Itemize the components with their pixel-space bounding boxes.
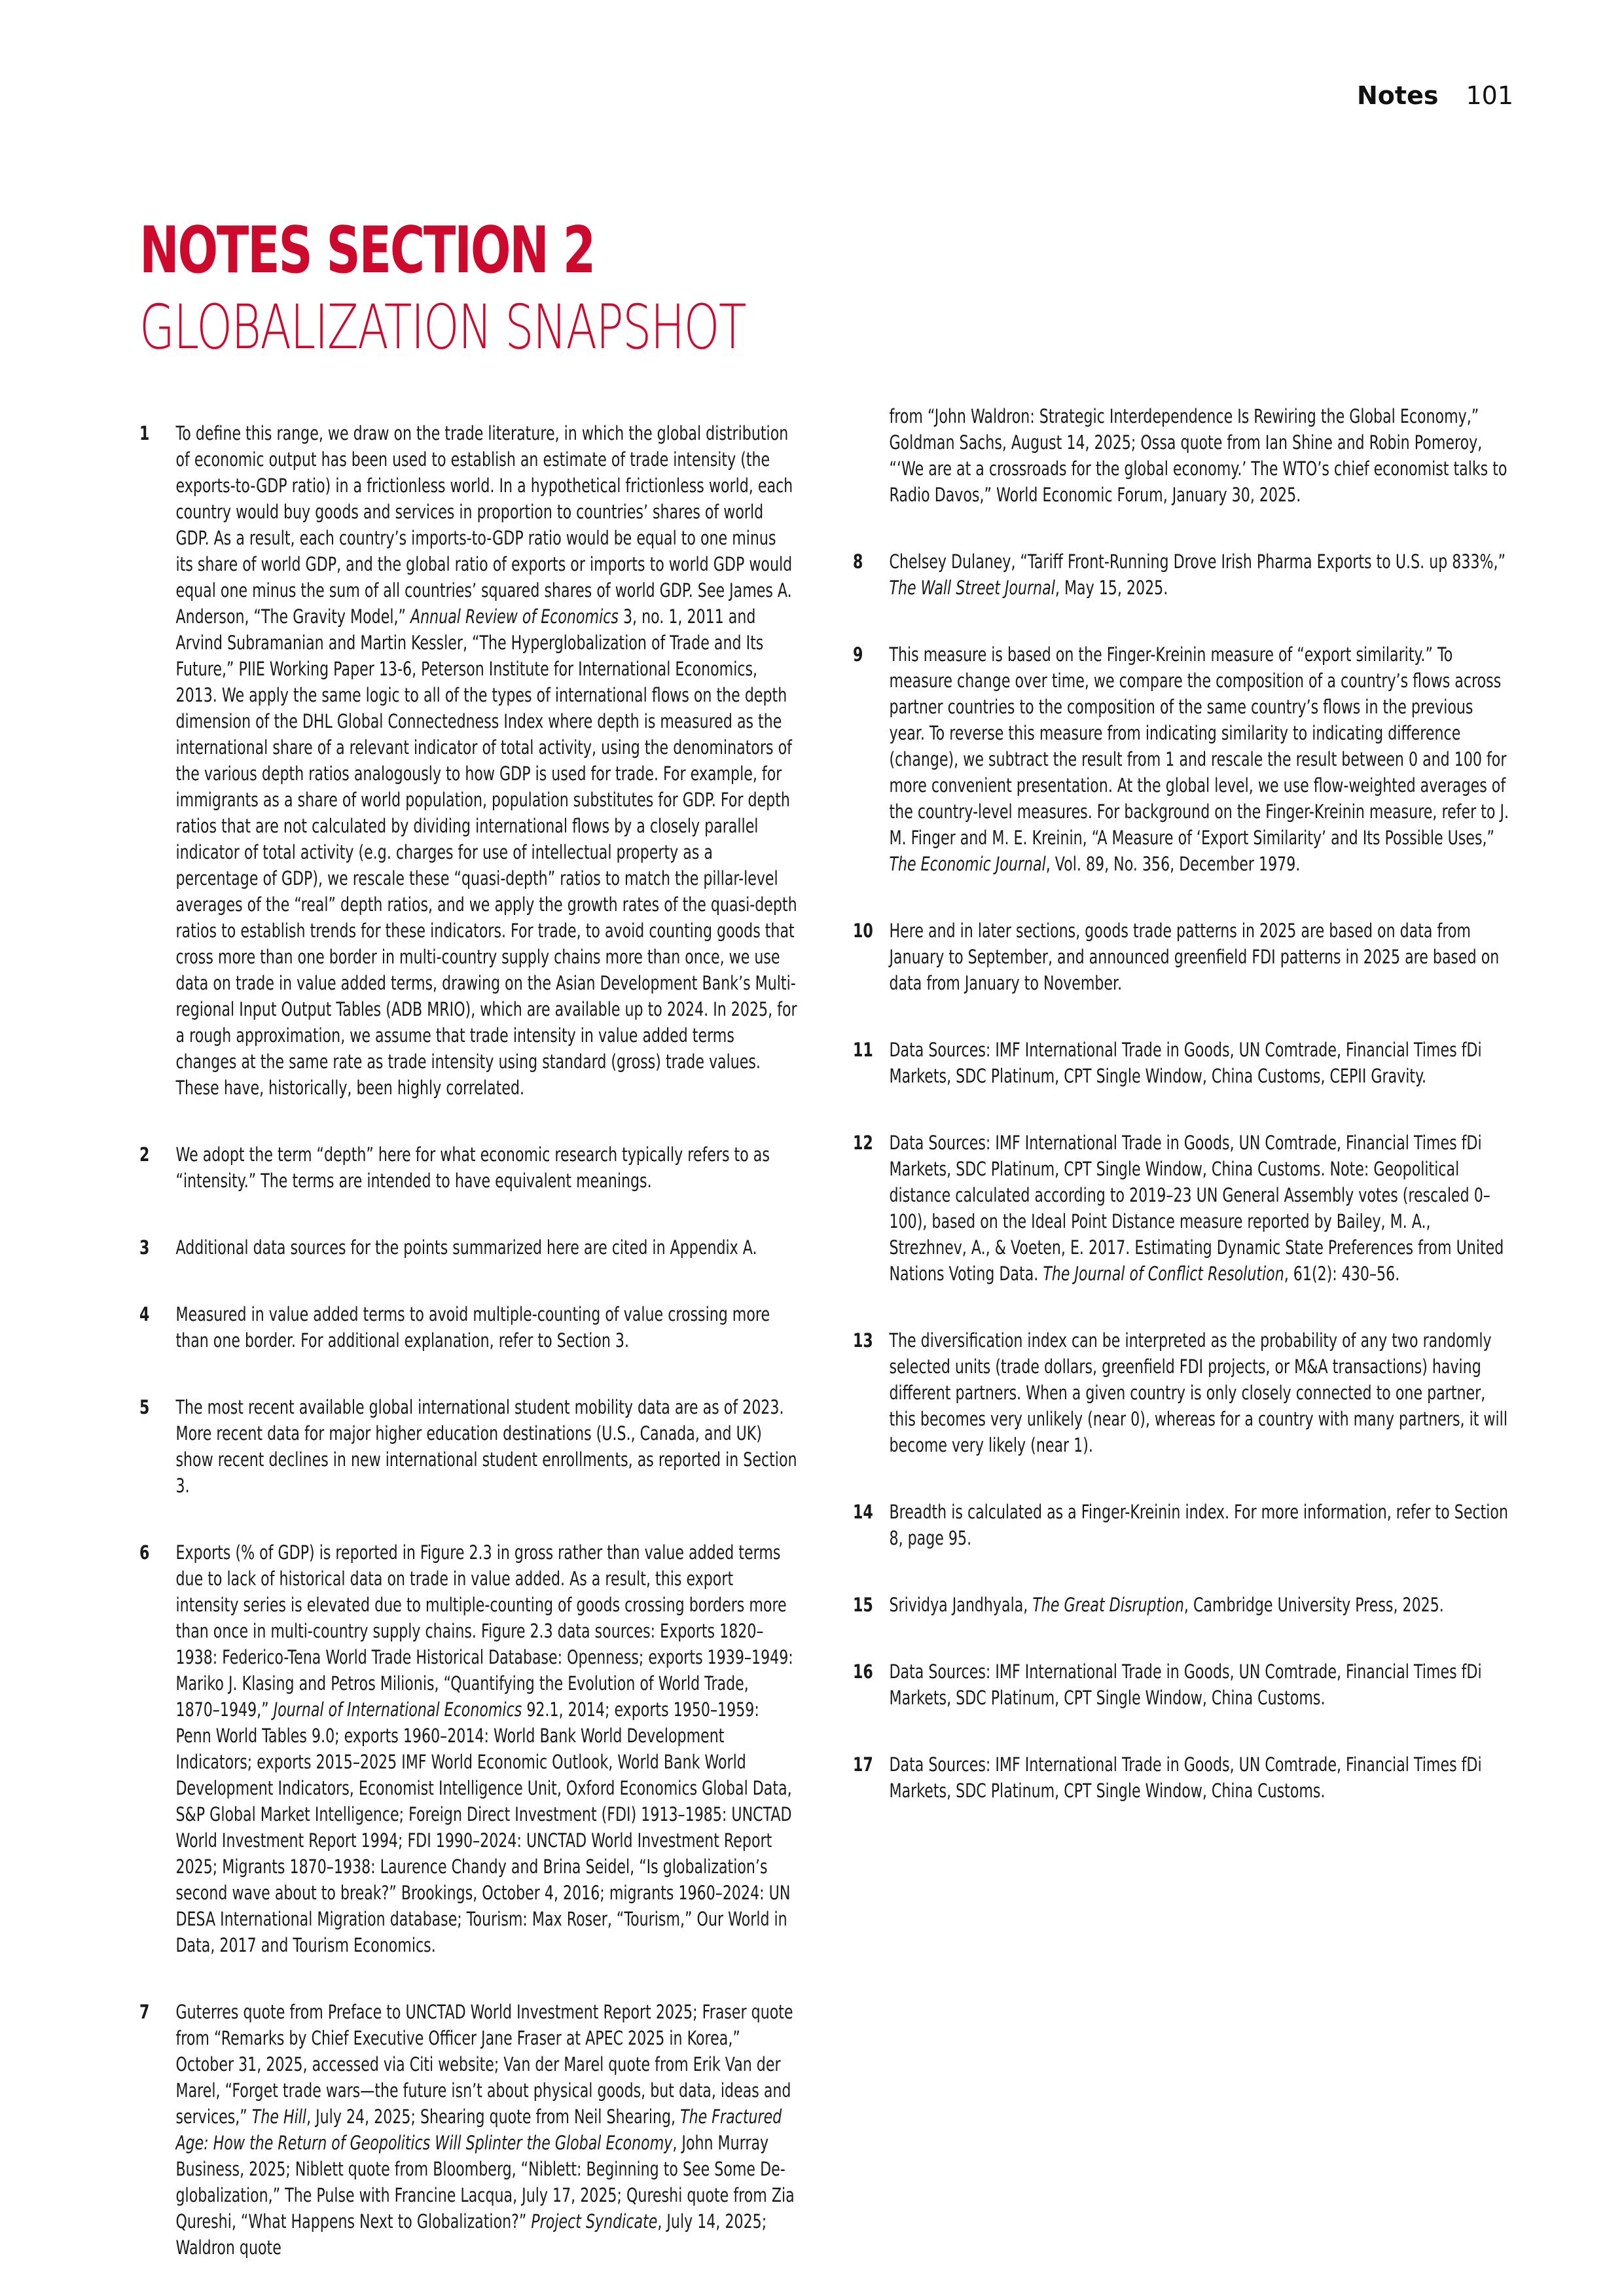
note-number xyxy=(853,403,890,508)
page-subtitle: GLOBALIZATION SNAPSHOT xyxy=(139,292,746,363)
note-number: 1 xyxy=(139,422,150,444)
note-number: 15 xyxy=(853,1594,873,1616)
note-item xyxy=(853,1499,1511,1551)
note-item xyxy=(853,1327,1511,1458)
note-number: 10 xyxy=(853,920,873,942)
page-title: NOTES SECTION 2 xyxy=(139,213,595,288)
note-item xyxy=(853,1659,1511,1711)
note-item xyxy=(139,420,797,1101)
note-text: Data Sources: IMF International Trade in Goods, UN Comtrade, Financial Times fDi Markets, SDC Platinum, CPT Single Window, China Customs. Note: Geopolitical distance calculated according to 2019–23 UN General Assembly votes (rescaled 0–100), based on the Ideal Point Distance measure reported by Bailey, M. A., Strezhnev, A., & Voeten, E. 2017. Estimating Dynamic State Preferences from United Nations Voting Data. The Journal of Conflict Resolution, 61(2): 430–56. xyxy=(889,1132,1504,1285)
note-number: 5 xyxy=(139,1396,150,1418)
note-text: Data Sources: IMF International Trade in Goods, UN Comtrade, Financial Times fDi Markets, SDC Platinum, CPT Single Window, China Customs. xyxy=(889,1753,1482,1802)
note-number: 3 xyxy=(139,1236,150,1259)
note-item xyxy=(853,1592,1511,1618)
note-item xyxy=(139,1999,797,2261)
note-text: Here and in later sections, goods trade patterns in 2025 are based on data from January to September, and announced greenfield FDI patterns in 2025 are based on data from January to November. xyxy=(889,920,1500,994)
note-text: Exports (% of GDP) is reported in Figure 2.3 in gross rather than value added terms due to lack of historical data on trade in value added. As a result, this export intensity series is elevated due to multiple-counting of goods crossing borders more than once in multi-country supply chains. Figure 2.3 data sources: Exports 1820–1938: Federico-Tena World Trade Historical Database: Openness; exports 1939–1949: Mariko J. Klasing and Petros Milionis, “Quantifying the Evolution of World Trade, 1870–1949,” Journal of International Economics 92.1, 2014; exports 1950–1959: Penn World Tables 9.0; exports 1960–2014: World Bank World Development Indicators; exports 2015–2025 IMF World Economic Outlook, World Bank World Development Indicators, Economist Intelligence Unit, Oxford Economics Global Data, S&P Global Market Intelligence; Foreign Direct Investment (FDI) 1913–1985: UNCTAD World Investment Report 1994; FDI 1990–2024: UNCTAD World Investment Report 2025; Migrants 1870–1938: Laurence Chandy and Brina Seidel, “Is globalization’s second wave about to break?” Brookings, October 4, 2016; migrants 1960–2024: UN DESA International Migration database; Tourism: Max Roser, “Tourism,” Our World in Data, 2017 and Tourism Economics. xyxy=(175,1541,793,1956)
running-header xyxy=(1357,81,1513,110)
note-item xyxy=(139,1539,797,1958)
note-text: To define this range, we draw on the trade literature, in which the global distribution of economic output has been used to establish an estimate of trade intensity (the exports-to-GDP ratio) in a frictionless world. In a hypothetical frictionless world, each country would buy goods and services in proportion to countries’ shares of world GDP. As a result, each country’s imports-to-GDP ratio would be equal to one minus its share of world GDP, and the global ratio of exports or imports to world GDP would equal one minus the sum of all countries’ squared shares of world GDP. See James A. Anderson, “The Gravity Model,” Annual Review of Economics 3, no. 1, 2011 and Arvind Subramanian and Martin Kessler, “The Hyperglobalization of Trade and Its Future,” PIIE Working Paper 13-6, Peterson Institute for International Economics, 2013. We apply the same logic to all of the types of international flows on the depth dimension of the DHL Global Connectedness Index where depth is measured as the international share of a relevant indicator of total activity, using the denominators of the various depth ratios analogously to how GDP is used for trade. For example, for immigrants as a share of world population, population substitutes for GDP. For depth ratios that are not calculated by dividing international flows by a closely parallel indicator of total activity (e.g. charges for use of intellectual property as a percentage of GDP), we rescale these “quasi-depth” ratios to match the pillar-level averages of the “real” depth ratios, and we apply the growth rates of the quasi-depth ratios to establish trends for these indicators. For trade, to avoid counting goods that cross more than one border in multi-country supply chains more than once, we use data on trade in value added terms, drawing on the Asian Development Bank’s Multi-regional Input Output Tables (ADB MRIO), which are available up to 2024. In 2025, for a rough approximation, we assume that trade intensity in value added terms changes at the same rate as trade intensity using standard (gross) trade values. These have, historically, been highly correlated. xyxy=(175,422,797,1099)
note-item xyxy=(139,1141,797,1194)
notes-column-right xyxy=(853,403,1511,1844)
note-number: 4 xyxy=(139,1303,150,1325)
note-text: Breadth is calculated as a Finger-Kreinin index. For more information, refer to Section 8, page 95. xyxy=(889,1501,1508,1549)
page-number: 101 xyxy=(1466,81,1513,110)
note-number: 13 xyxy=(853,1329,873,1352)
note-text: This measure is based on the Finger-Kreinin measure of “export similarity.” To measure change over time, we compare the composition of a country’s flows across partner countries to the composition of the same country’s flows in the previous year. To reverse this measure from indicating similarity to indicating difference (change), we subtract the result from 1 and rescale the result between 0 and 100 for more convenient presentation. At the global level, we use flow-weighted averages of the country-level measures. For background on the Finger-Kreinin measure, refer to J. M. Finger and M. E. Kreinin, “A Measure of ‘Export Similarity’ and Its Possible Uses,” The Economic Journal, Vol. 89, No. 356, December 1979. xyxy=(889,643,1509,875)
note-text: Chelsey Dulaney, “Tariff Front-Running Drove Irish Pharma Exports to U.S. up 833%,” The Wall Street Journal, May 15, 2025. xyxy=(889,550,1506,599)
note-number: 7 xyxy=(139,2001,150,2023)
notes-column-left xyxy=(139,420,797,2296)
note-number: 17 xyxy=(853,1753,873,1776)
note-number: 11 xyxy=(853,1039,873,1061)
note-item xyxy=(853,1751,1511,1804)
note-text: The most recent available global international student mobility data are as of 2023. More recent data for major higher education destinations (U.S., Canada, and UK) show recent declines in new international student enrollments, as reported in Section 3. xyxy=(175,1396,797,1497)
note-number: 2 xyxy=(139,1143,150,1166)
note-item xyxy=(853,918,1511,996)
note-text: Additional data sources for the points summarized here are cited in Appendix A. xyxy=(175,1236,757,1259)
note-text: We adopt the term “depth” here for what economic research typically refers to as “intensity.” The terms are intended to have equivalent meanings. xyxy=(175,1143,770,1192)
note-number: 16 xyxy=(853,1660,873,1683)
note-item xyxy=(853,1130,1511,1287)
note-text: Data Sources: IMF International Trade in Goods, UN Comtrade, Financial Times fDi Markets, SDC Platinum, CPT Single Window, China Customs. xyxy=(889,1660,1482,1709)
note-item xyxy=(139,1301,797,1354)
note-number: 6 xyxy=(139,1541,150,1564)
title-block xyxy=(139,213,958,363)
note-text: Guterres quote from Preface to UNCTAD World Investment Report 2025; Fraser quote from “Remarks by Chief Executive Officer Jane Fraser at APEC 2025 in Korea,” October 31, 2025, accessed via Citi website; Van der Marel quote from Erik Van der Marel, “Forget trade wars—the future isn’t about physical goods, but data, ideas and services,” The Hill, July 24, 2025; Shearing quote from Neil Shearing, The Fractured Age: How the Return of Geopolitics Will Splinter the Global Economy, John Murray Business, 2025; Niblett quote from Bloomberg, “Niblett: Beginning to See Some De-globalization,” The Pulse with Francine Lacqua, July 17, 2025; Qureshi quote from Zia Qureshi, “What Happens Next to Globalization?” Project Syndicate, July 14, 2025; Waldron quote xyxy=(175,2001,795,2259)
note-text: from “John Waldron: Strategic Interdependence Is Rewiring the Global Economy,” Goldman Sachs, August 14, 2025; Ossa quote from Ian Shine and Robin Pomeroy, “‘We are at a crossroads for the global economy.’ The WTO’s chief economist talks to Radio Davos,” World Economic Forum, January 30, 2025. xyxy=(889,405,1507,506)
note-item xyxy=(139,1394,797,1499)
note-continuation xyxy=(853,403,1511,508)
note-number: 14 xyxy=(853,1501,873,1523)
note-number: 8 xyxy=(853,550,863,573)
note-item xyxy=(139,1234,797,1261)
note-text: Measured in value added terms to avoid multiple-counting of value crossing more than one border. For additional explanation, refer to Section 3. xyxy=(175,1303,770,1352)
note-item xyxy=(853,641,1511,877)
note-text: The diversification index can be interpreted as the probability of any two randomly selected units (trade dollars, greenfield FDI projects, or M&A transactions) having different partners. When a given country is only closely connected to one partner, this becomes very unlikely (near 0), whereas for a country with many partners, it will become very likely (near 1). xyxy=(889,1329,1507,1456)
running-header-section: Notes xyxy=(1357,81,1439,110)
note-number: 12 xyxy=(853,1132,873,1154)
note-text: Srividya Jandhyala, The Great Disruption, Cambridge University Press, 2025. xyxy=(889,1594,1444,1616)
note-item xyxy=(853,1037,1511,1089)
note-number: 9 xyxy=(853,643,863,666)
note-text: Data Sources: IMF International Trade in Goods, UN Comtrade, Financial Times fDi Markets, SDC Platinum, CPT Single Window, China Customs, CEPII Gravity. xyxy=(889,1039,1482,1087)
note-item xyxy=(853,548,1511,601)
